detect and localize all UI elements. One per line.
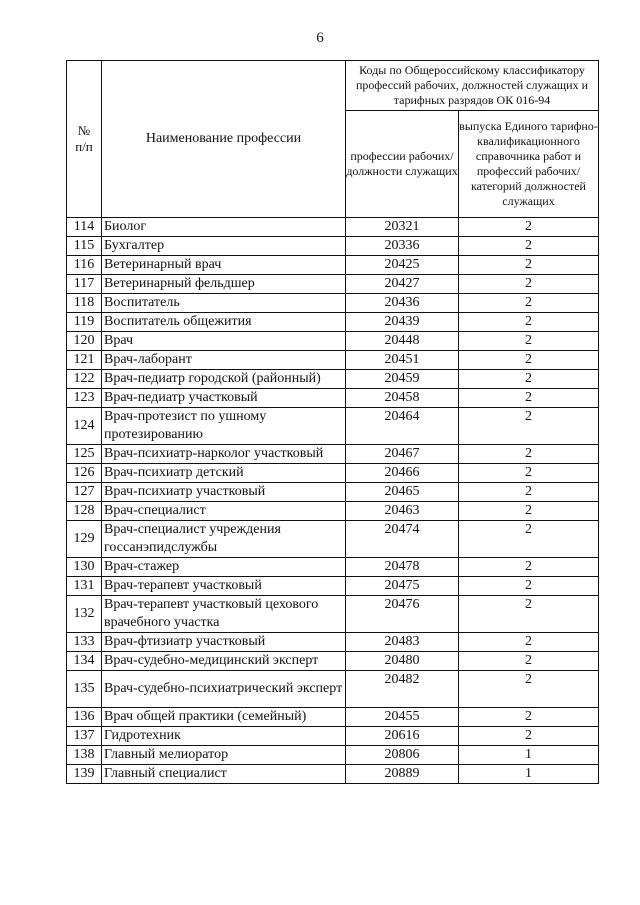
row-etks-issue: 2 — [459, 218, 599, 237]
row-worker-code: 20451 — [346, 351, 459, 370]
table-row — [67, 596, 599, 633]
row-etks-issue: 2 — [459, 558, 599, 577]
row-number: 134 — [67, 652, 102, 671]
row-etks-issue: 2 — [459, 483, 599, 502]
table-row — [67, 502, 599, 521]
row-profession-name: Биолог — [102, 218, 346, 237]
row-profession-name: Врач-терапевт участковый цехового врачебного участка — [102, 596, 346, 633]
row-number: 118 — [67, 294, 102, 313]
row-worker-code: 20483 — [346, 633, 459, 652]
page-number: 6 — [316, 30, 324, 46]
row-etks-issue: 2 — [459, 464, 599, 483]
row-worker-code: 20463 — [346, 502, 459, 521]
row-number: 132 — [67, 596, 102, 633]
table-row — [67, 765, 599, 784]
row-worker-code: 20467 — [346, 445, 459, 464]
row-etks-issue: 2 — [459, 294, 599, 313]
row-profession-name: Гидротехник — [102, 727, 346, 746]
row-profession-name: Врач-педиатр участковый — [102, 389, 346, 408]
row-profession-name: Врач-психиатр участковый — [102, 483, 346, 502]
row-profession-name: Врач-протезист по ушному протезированию — [102, 408, 346, 445]
table-row — [67, 671, 599, 708]
row-worker-code: 20458 — [346, 389, 459, 408]
row-etks-issue: 2 — [459, 596, 599, 633]
row-profession-name: Врач-терапевт участковый — [102, 577, 346, 596]
row-profession-name: Врач-педиатр городской (районный) — [102, 370, 346, 389]
table-row — [67, 464, 599, 483]
table-row — [67, 577, 599, 596]
header-worker-code: профессии рабочих/ должности служащих — [346, 111, 459, 218]
row-number: 137 — [67, 727, 102, 746]
row-worker-code: 20806 — [346, 746, 459, 765]
table-row — [67, 351, 599, 370]
row-number: 130 — [67, 558, 102, 577]
header-name: Наименование профессии — [102, 61, 346, 218]
table-body — [67, 218, 599, 784]
row-etks-issue: 2 — [459, 633, 599, 652]
table-row — [67, 370, 599, 389]
row-number: 127 — [67, 483, 102, 502]
table-row — [67, 332, 599, 351]
row-etks-issue: 2 — [459, 275, 599, 294]
row-etks-issue: 2 — [459, 652, 599, 671]
header-number — [67, 61, 102, 218]
row-worker-code: 20480 — [346, 652, 459, 671]
row-worker-code: 20474 — [346, 521, 459, 558]
row-number: 128 — [67, 502, 102, 521]
row-profession-name: Главный мелиоратор — [102, 746, 346, 765]
table-row — [67, 746, 599, 765]
row-worker-code: 20464 — [346, 408, 459, 445]
table-row — [67, 521, 599, 558]
row-number: 117 — [67, 275, 102, 294]
table-row — [67, 633, 599, 652]
row-profession-name: Врач-судебно-медицинский эксперт — [102, 652, 346, 671]
row-worker-code: 20465 — [346, 483, 459, 502]
row-number: 115 — [67, 237, 102, 256]
table-row — [67, 708, 599, 727]
row-etks-issue: 2 — [459, 727, 599, 746]
table-row — [67, 408, 599, 445]
row-number: 135 — [67, 671, 102, 708]
row-profession-name: Врач-специалист — [102, 502, 346, 521]
row-worker-code: 20475 — [346, 577, 459, 596]
row-etks-issue: 2 — [459, 521, 599, 558]
row-number: 125 — [67, 445, 102, 464]
row-number: 116 — [67, 256, 102, 275]
row-etks-issue: 1 — [459, 765, 599, 784]
row-etks-issue: 2 — [459, 332, 599, 351]
row-profession-name: Главный специалист — [102, 765, 346, 784]
row-etks-issue: 2 — [459, 577, 599, 596]
row-worker-code: 20478 — [346, 558, 459, 577]
row-worker-code: 20321 — [346, 218, 459, 237]
row-number: 124 — [67, 408, 102, 445]
row-worker-code: 20427 — [346, 275, 459, 294]
table-row — [67, 275, 599, 294]
row-worker-code: 20482 — [346, 671, 459, 708]
row-profession-name: Врач-судебно-психиатрический эксперт — [102, 671, 346, 708]
row-number: 119 — [67, 313, 102, 332]
table-header — [67, 61, 599, 218]
table-row — [67, 389, 599, 408]
row-number: 129 — [67, 521, 102, 558]
row-profession-name: Врач-стажер — [102, 558, 346, 577]
row-worker-code: 20476 — [346, 596, 459, 633]
row-profession-name: Ветеринарный фельдшер — [102, 275, 346, 294]
row-number: 114 — [67, 218, 102, 237]
table-row — [67, 445, 599, 464]
table-row — [67, 727, 599, 746]
row-worker-code: 20466 — [346, 464, 459, 483]
row-etks-issue: 2 — [459, 370, 599, 389]
row-number: 139 — [67, 765, 102, 784]
row-number: 138 — [67, 746, 102, 765]
row-etks-issue: 2 — [459, 237, 599, 256]
row-profession-name: Врач-фтизиатр участковый — [102, 633, 346, 652]
row-etks-issue: 2 — [459, 256, 599, 275]
row-worker-code: 20459 — [346, 370, 459, 389]
header-number-label: № п/п — [75, 123, 93, 154]
row-number: 120 — [67, 332, 102, 351]
row-number: 133 — [67, 633, 102, 652]
row-number: 136 — [67, 708, 102, 727]
row-etks-issue: 2 — [459, 408, 599, 445]
row-worker-code: 20439 — [346, 313, 459, 332]
row-etks-issue: 2 — [459, 502, 599, 521]
table-row — [67, 237, 599, 256]
row-etks-issue: 2 — [459, 708, 599, 727]
table-row — [67, 652, 599, 671]
row-etks-issue: 2 — [459, 389, 599, 408]
row-number: 123 — [67, 389, 102, 408]
row-worker-code: 20616 — [346, 727, 459, 746]
row-profession-name: Воспитатель общежития — [102, 313, 346, 332]
row-etks-issue: 2 — [459, 313, 599, 332]
row-etks-issue: 2 — [459, 445, 599, 464]
header-codes: Коды по Общероссийскому классификатору профессий рабочих, должностей служащих и тарифных разрядов ОК 016-94 — [346, 61, 599, 111]
row-worker-code: 20455 — [346, 708, 459, 727]
row-profession-name: Врач-лаборант — [102, 351, 346, 370]
table-row — [67, 313, 599, 332]
row-worker-code: 20448 — [346, 332, 459, 351]
row-profession-name: Бухгалтер — [102, 237, 346, 256]
row-worker-code: 20436 — [346, 294, 459, 313]
row-worker-code: 20889 — [346, 765, 459, 784]
row-profession-name: Врач-психиатр детский — [102, 464, 346, 483]
row-profession-name: Ветеринарный врач — [102, 256, 346, 275]
row-profession-name: Врач-специалист учреждения госсанэпидслужбы — [102, 521, 346, 558]
row-profession-name: Врач — [102, 332, 346, 351]
row-etks-issue: 2 — [459, 671, 599, 708]
table-row — [67, 218, 599, 237]
row-worker-code: 20336 — [346, 237, 459, 256]
row-etks-issue: 2 — [459, 351, 599, 370]
table-row — [67, 483, 599, 502]
row-etks-issue: 1 — [459, 746, 599, 765]
row-number: 122 — [67, 370, 102, 389]
table-row — [67, 256, 599, 275]
professions-table — [66, 60, 599, 784]
table-row — [67, 294, 599, 313]
row-profession-name: Врач общей практики (семейный) — [102, 708, 346, 727]
row-number: 131 — [67, 577, 102, 596]
row-number: 121 — [67, 351, 102, 370]
row-profession-name: Врач-психиатр-нарколог участковый — [102, 445, 346, 464]
header-etks-issue: выпуска Единого тарифно-квалификационного справочника работ и профессий рабочих/категорий должностей служащих — [459, 111, 599, 218]
table-row — [67, 558, 599, 577]
row-profession-name: Воспитатель — [102, 294, 346, 313]
row-number: 126 — [67, 464, 102, 483]
row-worker-code: 20425 — [346, 256, 459, 275]
